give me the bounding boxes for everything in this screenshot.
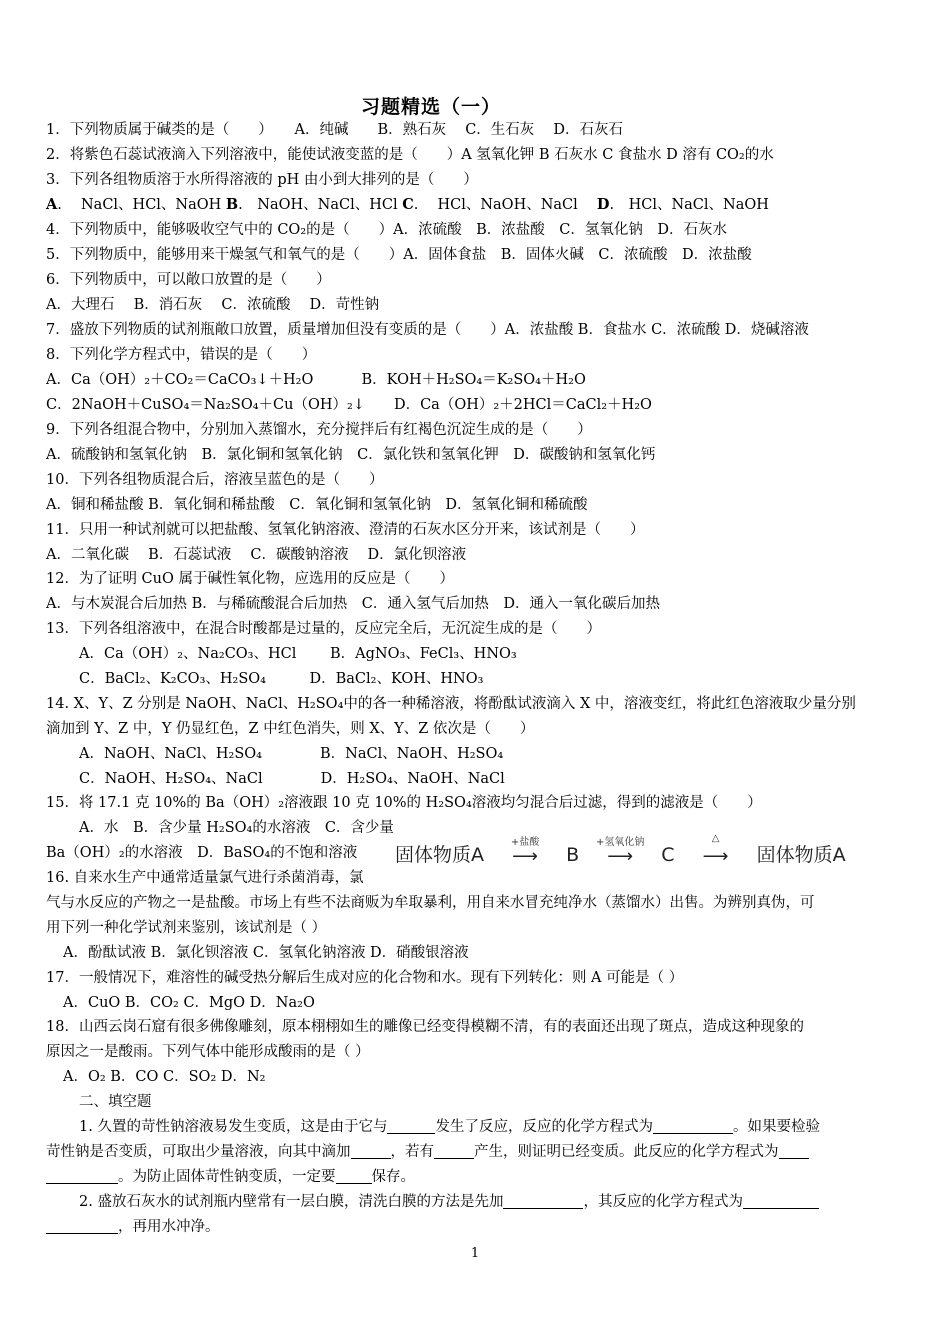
section-heading: 二、填空题 [79, 1094, 152, 1110]
fill-text: ，再用水冲净。 [118, 1219, 220, 1235]
question-3-options [46, 193, 908, 217]
fill-text: 发生了反应，反应的化学方程式为 [435, 1119, 653, 1135]
flow-condition-3: △ [711, 832, 720, 844]
question-13-options-cd: C．BaCl₂、K₂CO₃、H₂SO₄ D．BaCl₂、KOH、HNO₃ [79, 671, 484, 687]
answer-blank[interactable] [46, 1217, 118, 1234]
fill-text: 1. 久置的苛性钠溶液易发生变质，这是由于它与 [79, 1119, 388, 1135]
question-17: 17．一般情况下，难溶性的碱受热分解后生成对应的化合物和水。现有下列转化：则 A 可能是（ ） [46, 970, 684, 986]
answer-blank[interactable] [653, 1117, 733, 1134]
flow-arrow-1 [490, 836, 560, 867]
question-15-line-3: Ba（OH）₂的水溶液 D．BaSO₄的不饱和溶液 [46, 845, 358, 861]
question-14-options-cd: C．NaOH、H₂SO₄、NaCl D．H₂SO₄、NaOH、NaCl [79, 771, 505, 787]
fill-text: 产生，则证明已经变质。此反应的化学方程式为 [474, 1144, 779, 1160]
question-8-options-ab: A．Ca（OH）₂＋CO₂＝CaCO₃↓＋H₂O B．KOH＋H₂SO₄＝K₂SO₄＋H₂O [46, 372, 586, 388]
option-d-label: D [596, 196, 610, 213]
fill-text: ，其反应的化学方程式为 [583, 1194, 743, 1210]
fill-text: 2. 盛放石灰水的试剂瓶内壁常有一层白膜，清洗白膜的方法是先加 [79, 1194, 504, 1210]
question-6: 6．下列物质中，可以敞口放置的是（ ） [46, 272, 331, 288]
answer-blank[interactable] [387, 1117, 435, 1134]
question-16-line-3: 用下列一种化学试剂来鉴别，该试剂是（ ） [46, 920, 327, 936]
question-14-line-2: 滴加到 Y、Z 中，Y 仍显红色，Z 中红色消失，则 X、Y、Z 依次是（ ） [46, 721, 535, 737]
fill-text: 。如果要检验 [732, 1119, 820, 1135]
fill-text: ，若有 [390, 1144, 434, 1160]
option-c: . HCl、NaOH、NaCl [413, 197, 597, 213]
question-16-line-2: 气与水反应的产物之一是盐酸。市场上有些不法商贩为牟取暴利，用自来水冒充纯净水（蒸馏水）出售。为辨别真伪，可 [46, 895, 815, 911]
question-13-options-ab: A．Ca（OH）₂、Na₂CO₃、HCl B．AgNO₃、FeCl₃、HNO₃ [79, 646, 517, 662]
fill-question-2-line-1 [79, 1190, 909, 1214]
page-title: 习题精选（一） [360, 96, 501, 118]
question-6-options: A．大理石 B．消石灰 C．浓硫酸 D．苛性钠 [46, 297, 380, 313]
option-a-label: A [46, 196, 58, 213]
question-18-line-1: 18．山西云岗石窟有很多佛像雕刻，原本栩栩如生的雕像已经变得模糊不清，有的表面还出现了斑点，造成这种现象的 [46, 1019, 804, 1035]
flow-b: B [566, 844, 580, 866]
question-10-options: A．铜和稀盐酸 B．氧化铜和稀盐酸 C．氧化铜和氢氧化钠 D．氢氧化铜和稀硫酸 [46, 497, 588, 513]
arrow-icon: ⟶ [512, 845, 538, 867]
answer-blank[interactable] [743, 1192, 819, 1209]
question-11-options: A．二氧化碳 B．石蕊试液 C．碳酸钠溶液 D．氯化钡溶液 [46, 547, 467, 563]
flow-end: 固体物质A [756, 844, 846, 866]
question-8: 8．下列化学方程式中，错误的是（ ） [46, 347, 317, 363]
arrow-icon: ⟶ [607, 845, 634, 867]
conversion-diagram [395, 832, 846, 867]
flow-arrow-2 [585, 836, 655, 867]
answer-blank[interactable] [46, 1167, 118, 1184]
question-18-line-2: 原因之一是酸雨。下列气体中能形成酸雨的是（ ） [46, 1044, 370, 1060]
question-11: 11．只用一种试剂就可以把盐酸、氢氧化钠溶液、澄清的石灰水区分开来，该试剂是（ ） [46, 522, 645, 538]
question-14-options-ab: A．NaOH、NaCl、H₂SO₄ B．NaCl、NaOH、H₂SO₄ [79, 746, 504, 762]
question-3: 3．下列各组物质溶于水所得溶液的 pH 由小到大排列的是（ ） [46, 172, 478, 188]
answer-blank[interactable] [336, 1167, 372, 1184]
question-9: 9．下列各组混合物中，分别加入蒸馏水，充分搅拌后有红褐色沉淀生成的是（ ） [46, 422, 592, 438]
question-10: 10．下列各组物质混合后，溶液呈蓝色的是（ ） [46, 472, 384, 488]
fill-question-1-line-2 [46, 1140, 908, 1164]
question-17-options: A．CuO B．CO₂ C．MgO D．Na₂O [63, 995, 315, 1011]
page-number: 1 [470, 1246, 480, 1261]
question-4: 4．下列物质中，能够吸收空气中的 CO₂的是（ ）A．浓硫酸 B．浓盐酸 C．氢氧化钠 D．石灰水 [46, 222, 727, 238]
option-a: . NaCl、HCl、NaOH [57, 197, 226, 213]
question-15-line-2: A．水 B．含少量 H₂SO₄的水溶液 C．含少量 [79, 820, 394, 836]
answer-blank[interactable] [779, 1142, 809, 1159]
flow-c: C [661, 844, 675, 866]
fill-text: 。为防止固体苛性钠变质，一定要 [118, 1169, 336, 1185]
option-b: . NaOH、NaCl、HCl [238, 197, 403, 213]
option-c-label: C [402, 196, 414, 213]
question-7: 7．盛放下列物质的试剂瓶敞口放置，质量增加但没有变质的是（ ）A．浓盐酸 B．食盐水 C．浓硫酸 D．烧碱溶液 [46, 322, 809, 338]
option-b-label: B [225, 196, 239, 213]
fill-question-1-line-1 [79, 1115, 909, 1139]
question-5: 5．下列物质中，能够用来干燥氢气和氧气的是（ ）A．固体食盐 B．固体火碱 C．浓硫酸 D．浓盐酸 [46, 247, 752, 263]
question-12-options: A．与木炭混合后加热 B．与稀硫酸混合后加热 C．通入氢气后加热 D．通入一氧化碳后加热 [46, 596, 660, 612]
question-15: 15．将 17.1 克 10%的 Ba（OH）₂溶液跟 10 克 10%的 H₂SO₄溶液均匀混合后过滤，得到的滤液是（ ） [46, 795, 762, 811]
question-2: 2．将紫色石蕊试液滴入下列溶液中，能使试液变蓝的是（ ）A 氢氧化钾 B 石灰水 C 食盐水 D 溶有 CO₂的水 [46, 147, 774, 163]
question-9-options: A．硫酸钠和氢氧化钠 B．氯化铜和氢氧化钠 C．氯化铁和氢氧化钾 D．碳酸钠和氢氧化钙 [46, 447, 656, 463]
question-12: 12．为了证明 CuO 属于碱性氧化物，应选用的反应是（ ） [46, 571, 454, 587]
question-16-line-1: 16. 自来水生产中通常适量氯气进行杀菌消毒，氯 [46, 870, 364, 886]
question-16-options: A．酚酞试液 B．氯化钡溶液 C．氢氧化钠溶液 D．硝酸银溶液 [63, 945, 469, 961]
flow-condition-2: +氢氧化钠 [595, 836, 645, 848]
fill-question-1-line-3 [46, 1165, 908, 1189]
answer-blank[interactable] [434, 1142, 474, 1159]
flow-arrow-3 [681, 832, 751, 867]
fill-text: 保存。 [371, 1169, 415, 1185]
fill-text: 苛性钠是否变质，可取出少量溶液，向其中滴加 [46, 1144, 351, 1160]
question-8-options-cd: C．2NaOH＋CuSO₄＝Na₂SO₄＋Cu（OH）₂↓ D．Ca（OH）₂＋2HCl＝CaCl₂＋H₂O [46, 397, 652, 413]
question-1: 1．下列物质属于碱类的是（ ） A．纯碱 B．熟石灰 C．生石灰 D．石灰石 [46, 122, 624, 138]
question-13: 13．下列各组溶液中，在混合时酸都是过量的，反应完全后，无沉淀生成的是（ ） [46, 621, 601, 637]
answer-blank[interactable] [351, 1142, 391, 1159]
question-14-line-1: 14. X、Y、Z 分别是 NaOH、NaCl、H₂SO₄中的各一种稀溶液，将酚酞试液滴入 X 中，溶液变红，将此红色溶液取少量分别 [46, 696, 856, 712]
flow-start: 固体物质A [395, 844, 484, 866]
arrow-icon: ⟶ [702, 845, 729, 867]
option-d: . HCl、NaCl、NaOH [609, 197, 769, 213]
fill-question-2-line-2 [46, 1215, 908, 1239]
question-18-options: A．O₂ B．CO C．SO₂ D．N₂ [63, 1069, 266, 1085]
answer-blank[interactable] [503, 1192, 583, 1209]
flow-condition-1: +盐酸 [510, 836, 540, 848]
